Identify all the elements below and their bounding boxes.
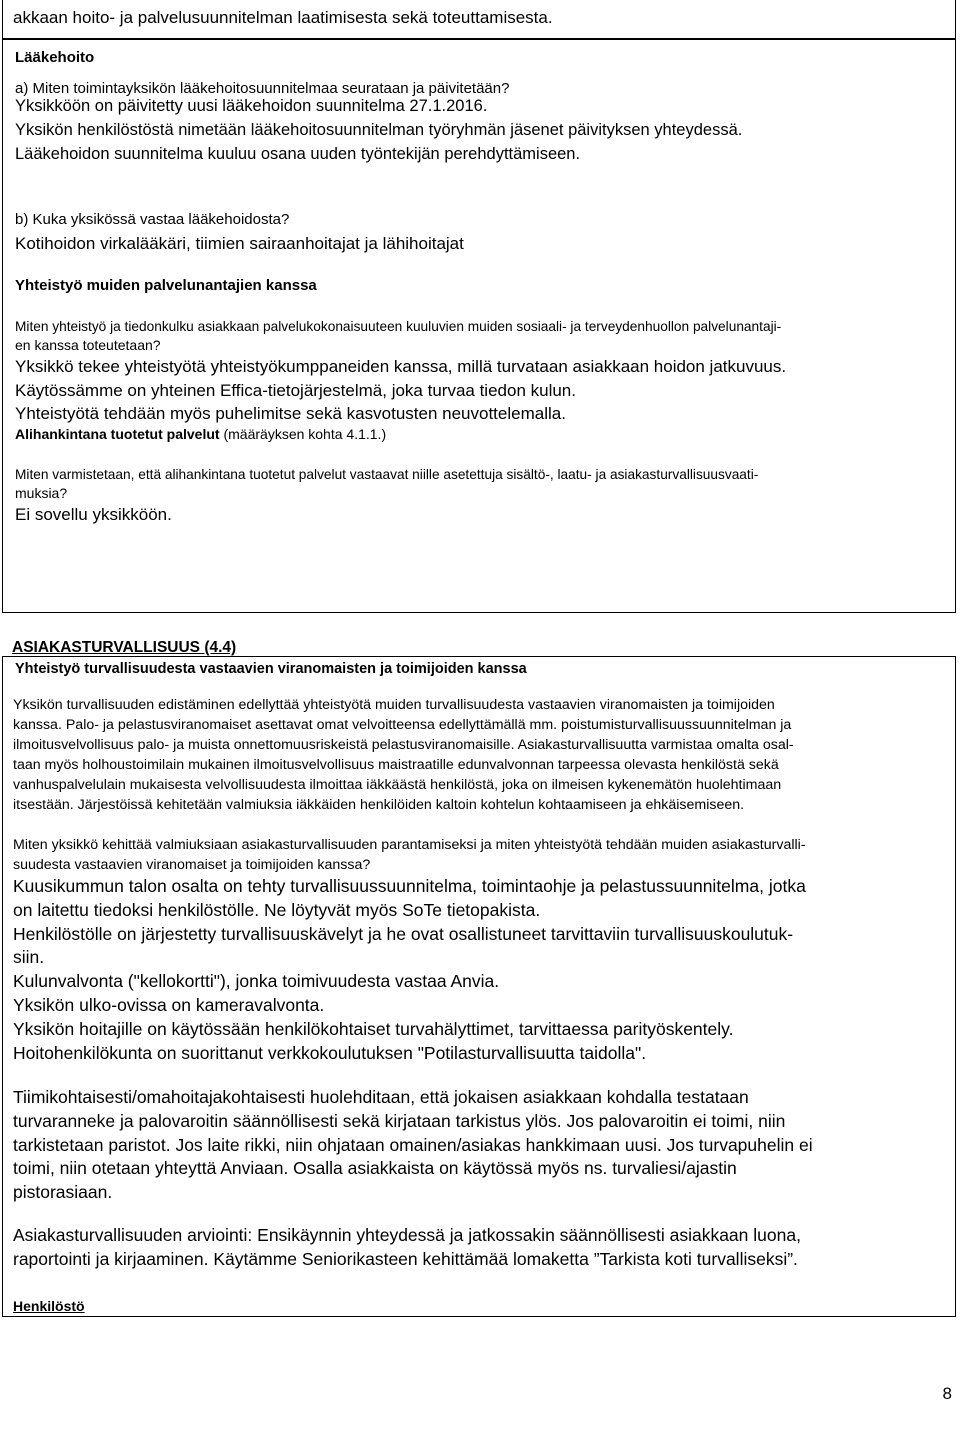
section-title: ASIAKASTURVALLISUUS (4.4)	[12, 639, 237, 656]
yhteistyo-answer-line: Yksikkö tekee yhteistyötä yhteistyökumppaneiden kanssa, millä turvataan asiakkaan hoidon jatkuvuus.	[15, 357, 787, 376]
safety-question	[13, 835, 948, 875]
safety-paragraph-2	[13, 1086, 943, 1205]
safety-answer-line: Kuusikummun talon osalta on tehty turvallisuussuunnitelma, toimintaohje ja pelastussuunnitelma, jotka	[13, 876, 806, 896]
alihankinta-heading: Alihankintana tuotetut palvelut	[15, 426, 220, 442]
answer-a-line: Yksikön henkilöstöstä nimetään lääkehoitosuunnitelman työryhmän jäsenet päivityksen yhteydessä.	[15, 121, 743, 139]
safety-answer-line: Yksikön ulko-ovissa on kameravalvonta.	[13, 994, 325, 1015]
safety-question-line: suudesta vastaavien viranomaiset ja toimijoiden kanssa?	[13, 857, 371, 873]
alihankinta-answer: Ei sovellu yksikköön.	[15, 505, 172, 524]
safety-paragraph	[13, 695, 948, 815]
safety-answer-line: Hoitohenkilökunta on suorittanut verkkokoulutuksen "Potilasturvallisuutta taidolla".	[13, 1042, 647, 1063]
safety-answer-line: siin.	[13, 947, 45, 968]
safety-question-line: Miten yksikkö kehittää valmiuksiaan asiakasturvallisuuden parantamiseksi ja miten yhteistyötä tehdään muiden asiakasturvalli-	[13, 837, 806, 853]
yhteistyo-question: en kanssa toteutetaan?	[15, 337, 161, 353]
safety-paragraph-line: taan myös holhoustoimilain mukainen ilmoitusvelvollisuus maistraatille edunvalvonnan tarpeessa olevasta henkilöstä sekä	[13, 757, 779, 773]
intro-box	[2, 0, 956, 39]
question-b: b) Kuka yksikössä vastaa lääkehoidosta?	[15, 211, 290, 228]
answer-b: Kotihoidon virkalääkäri, tiimien sairaanhoitajat ja lähihoitajat	[15, 234, 464, 253]
safety-paragraph-2-line: toimi, niin otetaan yhteyttä Anviaan. Osalla asiakkaista on käytössä myös ns. turvaliesi/ajastin	[13, 1158, 737, 1179]
medication-box	[2, 39, 956, 613]
safety-answer-line: Kulunvalvonta ("kellokortti"), jonka toimivuudesta vastaa Anvia.	[13, 971, 500, 992]
alihankinta-question: muksia?	[15, 485, 68, 501]
laakehoito-heading: Lääkehoito	[15, 49, 95, 66]
yhteistyo-heading: Yhteistyö muiden palvelunantajien kanssa	[15, 277, 317, 294]
safety-paragraph-line: vanhuspalvelulain mukaisesta velvollisuudesta ilmoittaa iäkkäästä henkilöstä, joka on ilmeisen kykenemätön huolehtimaan	[13, 777, 782, 793]
alihankinta-ref: (määräyksen kohta 4.1.1.)	[219, 426, 387, 442]
safety-paragraph-3-line: raportointi ja kirjaaminen. Käytämme Seniorikasteen kehittämää lomaketta ”Tarkista koti turvalliseksi”.	[13, 1248, 798, 1269]
safety-box	[2, 656, 956, 1317]
question-a: a) Miten toimintayksikön lääkehoitosuunnitelmaa seurataan ja päivitetään?	[15, 80, 510, 97]
safety-paragraph-3	[13, 1224, 943, 1272]
safety-paragraph-2-line: turvaranneke ja palovaroitin säännöllisesti sekä kirjataan tarkistus ylös. Jos palovaroitin ei toimi, niin	[13, 1110, 786, 1131]
henkilosto-heading: Henkilöstö	[13, 1298, 85, 1314]
intro-line: akkaan hoito- ja palvelusuunnitelman laatimisesta sekä toteuttamisesta.	[13, 8, 553, 27]
safety-answer-line: Yksikön hoitajille on käytössään henkilökohtaiset turvahälyttimet, tarvittaessa parityöskentely.	[13, 1018, 734, 1039]
answer-a-line: Yksikköön on päivitetty uusi lääkehoidon suunnitelma 27.1.2016.	[15, 97, 488, 115]
safety-answer	[13, 875, 943, 1065]
alihankinta-heading-line	[15, 426, 386, 442]
yhteistyo-answer-line: Käytössämme on yhteinen Effica-tietojärjestelmä, joka turvaa tiedon kulun.	[15, 381, 576, 400]
safety-paragraph-2-line: tarkistetaan paristot. Jos laite rikki, niin ohjataan omainen/asiakas hankkimaan uusi. Jos turvapuhelin ei	[13, 1134, 813, 1155]
safety-answer-line: Henkilöstölle on järjestetty turvallisuuskävelyt ja he ovat osallistuneet tarvittaviin turvallisuuskoulutuk-	[13, 923, 794, 944]
safety-subheading: Yhteistyö turvallisuudesta vastaavien viranomaisten ja toimijoiden kanssa	[15, 661, 527, 677]
safety-answer-line: on laitettu tiedoksi henkilöstölle. Ne löytyvät myös SoTe tietopakista.	[13, 899, 541, 920]
page-number: 8	[942, 1384, 952, 1403]
safety-paragraph-2-line: Tiimikohtaisesti/omahoitajakohtaisesti huolehditaan, että jokaisen asiakkaan kohdalla testataan	[13, 1087, 749, 1107]
safety-paragraph-line: Yksikön turvallisuuden edistäminen edellyttää yhteistyötä muiden turvallisuudesta vastaavien viranomaisten ja toimijoiden	[13, 697, 775, 713]
answer-a-line: Lääkehoidon suunnitelma kuuluu osana uuden työntekijän perehdyttämiseen.	[15, 145, 581, 163]
yhteistyo-answer-line: Yhteistyötä tehdään myös puhelimitse sekä kasvotusten neuvottelemalla.	[15, 404, 566, 423]
safety-paragraph-line: itsestään. Järjestöissä kehitetään valmiuksia iäkkäiden henkilöiden kaltoin kohtelun kohtaamiseen ja ehkäisemiseen.	[13, 797, 745, 813]
safety-paragraph-line: kanssa. Palo- ja pelastusviranomaiset asettavat omat velvoitteensa edellyttämällä mm. poistumisturvallisuussuunnitelman ja	[13, 717, 792, 733]
yhteistyo-question: Miten yhteistyö ja tiedonkulku asiakkaan palvelukokonaisuuteen kuuluvien muiden sosiaali- ja terveydenhuollon palvelunantaji-	[15, 319, 782, 334]
safety-paragraph-line: ilmoitusvelvollisuus palo- ja muista onnettomuusriskeistä pelastusviranomaisille. Asiakasturvallisuutta varmistaa omalta osal-	[13, 737, 794, 753]
alihankinta-question: Miten varmistetaan, että alihankintana tuotetut palvelut vastaavat niille asetettuja sisältö-, laatu- ja asiakasturvallisuusvaati-	[15, 467, 759, 482]
safety-paragraph-2-line: pistorasiaan.	[13, 1182, 113, 1203]
safety-paragraph-3-line: Asiakasturvallisuuden arviointi: Ensikäynnin yhteydessä ja jatkossakin säännöllisesti asiakkaan luona,	[13, 1225, 801, 1245]
